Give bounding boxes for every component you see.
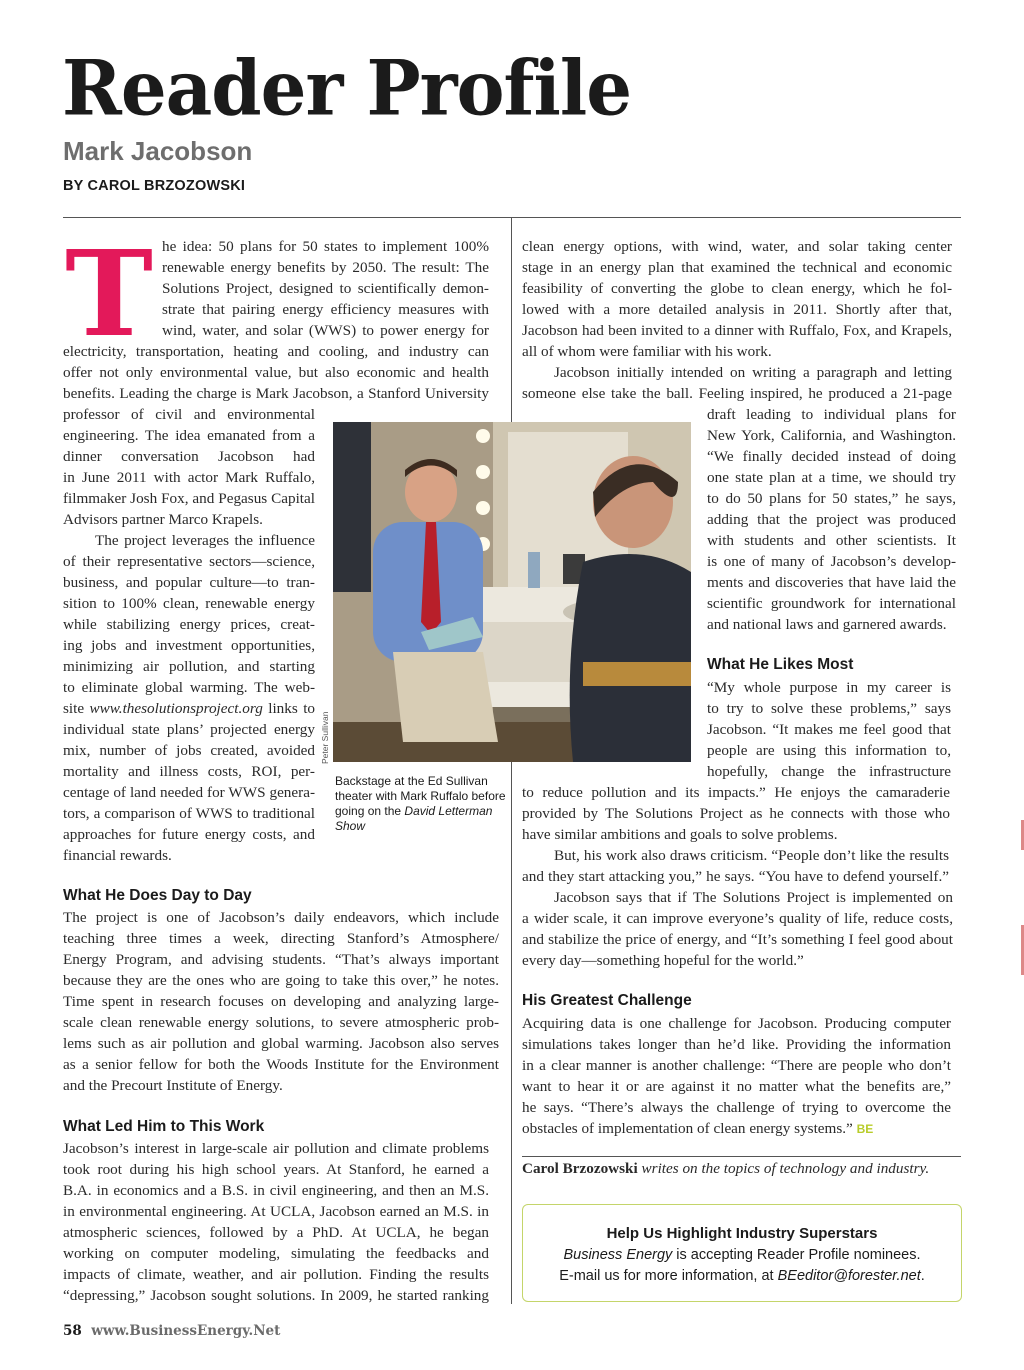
text-line: all of whom were familiar with his work. xyxy=(522,343,772,360)
text-line: Acquiring data is one challenge for Jacobson. Producing computer xyxy=(522,1015,951,1032)
text-line: is one of many of Jacobson’s develop- xyxy=(707,553,956,570)
callout-line-2: E-mail us for more information, at BEeditor@forester.net. xyxy=(559,1268,925,1284)
text-line: people are using this information to, xyxy=(707,742,951,759)
text-line: lowed with a more detailed analysis in 2011. Shortly after that, xyxy=(522,301,952,318)
text-line: and the Precourt Institute of Energy. xyxy=(63,1077,283,1094)
text-line: atmospheric sciences, followed by a PhD. At UCLA, he began xyxy=(63,1224,489,1241)
text-line: he says. “There’s always the challenge of trying to overcome the xyxy=(522,1099,951,1116)
text-line: provided by The Solutions Project as he connects with those who xyxy=(522,805,950,822)
text-line: benefits. Leading the charge is Mark Jacobson, a Stanford University xyxy=(63,385,489,402)
text-line: and national laws and garnered awards. xyxy=(707,616,947,633)
right-paragraph-1 xyxy=(522,236,952,362)
text-line: in June 2011 with actor Mark Ruffalo, xyxy=(63,469,315,486)
text-line: mortality and illness costs, ROI, per- xyxy=(63,763,315,780)
text-line: lems such as air pollution and global warming. Jacobson also serves xyxy=(63,1035,499,1052)
author-bio: Carol Brzozowski writes on the topics of technology and industry. xyxy=(522,1160,930,1177)
text-line: “We finally decided instead of doing xyxy=(707,448,956,465)
text-line: one state plan at a time, we should try xyxy=(707,469,956,486)
editor-email-link[interactable]: BEeditor@forester.net xyxy=(777,1268,921,1284)
text-line: renewable energy benefits by 2050. The result: The xyxy=(162,259,489,276)
text-line: with students and other scientists. It xyxy=(707,532,956,549)
text-line: Jacobson says that if The Solutions Project is implemented on xyxy=(554,889,953,906)
photo-credit: Peter Sullivan xyxy=(320,711,330,764)
text-line: Solutions Project, designed to scientifically demon- xyxy=(162,280,489,297)
text-line: while stabilizing energy prices, creat- xyxy=(63,616,315,633)
text-line: wind, water, and solar (WWS) to power energy for xyxy=(162,322,489,339)
likes-most-full xyxy=(522,782,950,845)
page-title: Reader Profile xyxy=(62,42,632,133)
text-line: draft leading to individual plans for xyxy=(707,406,956,423)
text-line: he idea: 50 plans for 50 states to implement 100% xyxy=(162,238,489,255)
text-line: because they are the ones who are going to take this over,” he notes. xyxy=(63,972,499,989)
text-line: But, his work also draws criticism. “People don’t like the results xyxy=(554,847,949,864)
text-line: Jacobson’s interest in large-scale air pollution and climate problems xyxy=(63,1140,489,1157)
text-line: strate that pairing energy efficiency measures with xyxy=(162,301,489,318)
text-line: professor of civil and environmental xyxy=(63,406,315,423)
text-line: ments and discoveries that have laid the xyxy=(707,574,956,591)
text-line: Jacobson initially intended on writing a paragraph and letting xyxy=(554,364,952,381)
text-line: The project leverages the influence xyxy=(95,532,315,549)
text-line: impacts of climate, weather, and air pollution. Finding the results xyxy=(63,1266,489,1283)
text-line: site www.thesolutionsproject.org links to xyxy=(63,700,316,717)
text-line: dinner conversation Jacobson had xyxy=(63,448,315,465)
text-line: electricity, transportation, heating and cooling, and industry can xyxy=(63,343,489,360)
text-line: Time spent in research focuses on developing and analyzing large- xyxy=(63,993,499,1010)
text-line: financial rewards. xyxy=(63,847,172,864)
text-line: B.A. in economics and a B.S. in civil engineering, and then an M.S. xyxy=(63,1182,489,1199)
intro-narrow-lines xyxy=(63,404,315,530)
text-line: centage of land needed for WWS genera- xyxy=(63,784,315,801)
text-line: offer not only environmental value, but also economic and health xyxy=(63,364,489,381)
text-line: and they start attacking you,” he says. “You have to defend yourself.” xyxy=(522,868,949,885)
footer-site-link[interactable]: www.BusinessEnergy.Net xyxy=(91,1323,281,1339)
heading-greatest-challenge: His Greatest Challenge xyxy=(522,992,692,1009)
text-line: scientific groundwork for international xyxy=(707,595,956,612)
intro-full-lines xyxy=(63,341,489,404)
text-line: “depressing,” Jacobson sought solutions. In 2009, he started ranking xyxy=(63,1287,489,1304)
text-line: hopefully, change the infrastructure xyxy=(707,763,951,780)
text-line: have similar ambitions and goals to solve problems. xyxy=(522,826,838,843)
intro-paragraph-2 xyxy=(63,530,315,866)
callout-box xyxy=(522,1204,962,1302)
page-footer xyxy=(63,1323,280,1339)
text-line: adding that the project was produced xyxy=(707,511,956,528)
text-line: scale clean renewable energy solutions, to severe atmospheric prob- xyxy=(63,1014,499,1031)
bio-divider xyxy=(522,1156,961,1157)
text-line: working on computer modeling, simulating the feedbacks and xyxy=(63,1245,489,1262)
text-line: “My whole purpose in my career is xyxy=(707,679,951,696)
day-to-day-body xyxy=(63,907,499,1096)
text-line: The project is one of Jacobson’s daily endeavors, which include xyxy=(63,909,499,926)
text-line: approaches for future energy costs, and xyxy=(63,826,315,843)
challenge-body xyxy=(522,1013,951,1118)
drop-cap-letter xyxy=(63,243,155,335)
text-line: took root during his high school years. At Stanford, he earned a xyxy=(63,1161,489,1178)
text-line: business, and popular culture—to tran- xyxy=(63,574,315,591)
text-line: teaching three times a week, directing Stanford’s Atmosphere/ xyxy=(63,930,499,947)
led-him-body xyxy=(63,1138,489,1306)
text-line: as a senior fellow for both the Woods Institute for the Environment xyxy=(63,1056,499,1073)
likes-most-narrow xyxy=(707,677,951,782)
text-line: Jacobson had been invited to a dinner with Ruffalo, Fox, and Krapels, xyxy=(522,322,952,339)
text-line: want to hear it or are against it no matter what the benefits are,” xyxy=(522,1078,951,1095)
text-line: engineering. The idea emanated from a xyxy=(63,427,315,444)
intro-wrap-lines xyxy=(162,236,489,341)
text-line: clean energy options, with wind, water, and solar taking center xyxy=(522,238,952,255)
heading-led-him: What Led Him to This Work xyxy=(63,1118,265,1135)
text-line: minimizing air pollution, and starting xyxy=(63,658,315,675)
text-line: New York, California, and Washington. xyxy=(707,427,956,444)
callout-line-1: Business Energy is accepting Reader Profile nominees. xyxy=(563,1247,921,1263)
be-end-mark: BE xyxy=(856,1122,874,1136)
text-line: Advisors partner Marco Krapels. xyxy=(63,511,263,528)
text-line: someone else take the ball. Feeling inspired, he produced a 21-page xyxy=(522,385,952,402)
byline: BY CAROL BRZOZOWSKI xyxy=(63,178,246,194)
solutions-project-link[interactable]: www.thesolutionsproject.org xyxy=(89,700,263,717)
drop-cap-glyph: T xyxy=(65,243,153,335)
likes-most-paragraph-2 xyxy=(522,845,949,887)
heading-likes-most: What He Likes Most xyxy=(707,656,854,673)
text-line: Energy Program, and advising students. “That’s always important xyxy=(63,951,499,968)
likes-most-paragraph-3 xyxy=(522,887,953,971)
text-line: of their representative sectors—science, xyxy=(63,553,315,570)
text-line: in environmental engineering. At UCLA, Jacobson earned an M.S. in xyxy=(63,1203,489,1220)
text-line: to try to solve these problems,” says xyxy=(707,700,951,717)
text-line: and stabilize the price of energy, and “It’s something I feel good about xyxy=(522,931,953,948)
text-line: in a clear manner is another challenge: “There are people who don’t xyxy=(522,1057,951,1074)
text-line: to do 50 plans for 50 states,” he says, xyxy=(707,490,956,507)
text-line: mix, number of jobs created, avoided xyxy=(63,742,315,759)
text-line: simulations takes longer than he’d like. Providing the information xyxy=(522,1036,951,1053)
page-number: 58 xyxy=(63,1323,82,1339)
right-paragraph-2 xyxy=(522,362,952,404)
text-line: a wider scale, it can improve everyone’s quality of life, reduce costs, xyxy=(522,910,953,927)
text-line: tors, a comparison of WWS to traditional xyxy=(63,805,315,822)
text-line: individual state plans’ projected energy xyxy=(63,721,315,738)
text-line: filmmaker Josh Fox, and Pegasus Capital xyxy=(63,490,315,507)
text-line: every day—something hopeful for the world.” xyxy=(522,952,804,969)
text-line: to reduce pollution and its impacts.” He enjoys the camaraderie xyxy=(522,784,950,801)
text-line: sition to 100% clean, renewable energy xyxy=(63,595,315,612)
text-line: to eliminate global warming. The web- xyxy=(63,679,315,696)
challenge-last-line: obstacles of implementation of clean energy systems.” BE xyxy=(522,1120,874,1137)
text-line: ing jobs and investment opportunities, xyxy=(63,637,315,654)
text-line: Jacobson. “It makes me feel good that xyxy=(707,721,951,738)
text-line: stage in an energy plan that examined the technical and economic xyxy=(522,259,952,276)
header-divider xyxy=(63,217,961,218)
profile-subject-name: Mark Jacobson xyxy=(63,136,253,166)
callout-heading: Help Us Highlight Industry Superstars xyxy=(606,1225,878,1242)
text-line: feasibility of converting the globe to clean energy, which he fol- xyxy=(522,280,952,297)
heading-day-to-day: What He Does Day to Day xyxy=(63,887,252,904)
backstage-photo xyxy=(333,422,691,762)
right-paragraph-2-narrow xyxy=(707,404,956,635)
photo-caption: Backstage at the Ed Sullivan theater with Mark Ruffalo before going on the David Letterman Show xyxy=(335,774,506,833)
